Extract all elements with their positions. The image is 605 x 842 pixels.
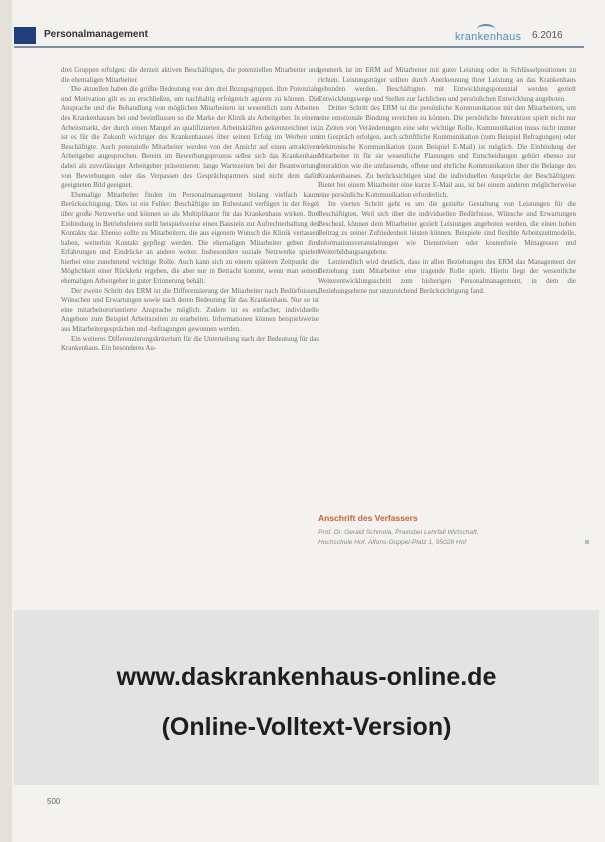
paragraph: Im vierten Schritt geht es um die gezielte Gestaltung von Leistungen für die Beschäftigten. Weil sich über die individuellen Bedürfnisse, Wünsche und Erwartungen Bescheid, können dem Mitarbeiter gezielt Leistungen angeboten werden, die einen hohen Beitrag zu seiner Zufriedenheit leisten können. Beispiele sind flexible Arbeitszeitmodelle, Informationsveranstaltungen wie Dienstreisen oder kostenfreie Mittagessen und Weiterbildungsangebote. [318, 200, 576, 257]
paragraph: Die aktuellen haben die größte Bedeutung von den drei Bezugsgruppen. Ihre Potenziale und Motivation gilt es zu erschließen, um nachhaltig erfolgreich agieren zu können. Die Ansprache und die Behandlung von möglichen Mitarbeitern ist wesentlich zum Arbeiten des Krankenhauses bei und beeinflussen so die Marke der Klinik als Arbeitgeber. In einem Arbeitsmarkt, der durch einen Mangel an qualifizierten Arbeitskräften gekennzeichnet ist, ist es für die Zukunft wichtiger des Krankenhauses über seinen Erfolg im Werben um Beschäftigte. Auch potenzielle Mitarbeiter werden von der Ansicht auf einen attraktiven Arbeitgeber angesprochen. Bereits im Bewerbungsprozess selbst sich das Krankenhaus dabei als zuverlässiger Arbeitgeber präsentieren: lange Wartezeiten bei der Beantwortung von Bewerbungen oder das Verpassen des Gesprächspartners sind nicht dem dafür geeigneten Bild geeignet. [61, 85, 319, 190]
paragraph: Ein weiteres Differenzierungskriterium für die Unterteilung nach der Bedeutung für das Krankenhaus. Ein besonderes Au- [61, 334, 319, 353]
online-banner [14, 610, 599, 785]
author-line: Prof. Dr. Gerald Schmola, Praxisbei Lehrfall Wirtschaft, [318, 529, 479, 536]
journal-logo [455, 24, 527, 44]
section-color-bar [14, 27, 36, 44]
section-title: Personalmanagement [44, 29, 148, 40]
page-number: 500 [47, 797, 61, 806]
scan-edge [0, 0, 12, 842]
paragraph: Dritter Schritt des ERM ist die persönliche Kommunikation mit den Mitarbeitern, um eine emotionale Bindung erreichen zu können. Die persönliche Interaktion spielt nicht nur in Zeiten von Veränderungen eine sehr wichtige Rolle. Kommunikation muss nicht immer im Gespräch erfolgen, auch schriftliche Kommunikation (zum Beispiel Befragungen) oder elektronische Kommunikation (zum Beispiel E-Mail) ist möglich. Die Einbindung der Mitarbeiter in für sie wesentliche Planungen und Entscheidungen gehört ebenso zur Interaktion wie die umfassende, offene und ehrliche Kommunikation über die Belange des Krankenhauses. Zu berücksichtigen sind die individuellen Ansprüche der Beschäftigten: Bietet bei einem Mitarbeiter eine kurze E-Mail aus, ist bei einem anderen möglicherweise eine persönliche Kommunikation erforderlich. [318, 104, 576, 199]
paragraph: Ehemalige Mitarbeiter finden im Personalmanagement bislang vielfach kaum Berücksichtigung. Dies ist ein Fehler: Beschäftigte im Ruhestand verfügen in der Regel über große Netzwerke und können so als Multiplikator für das Krankenhaus wirken. Ihre Einbindung in Betriebsfeiern stellt beispielsweise einen Baustein zur Aufrechterhaltung des Kontakts dar. Ebenso sollte zu Mitarbeitern, die aus eigenem Wunsch die Klinik verlassen haben, weiterhin Kontakt gepflegt werden. Die ehemaligen Mitarbeiter geben ihre Erfahrungen und Eindrücke an andere weiter. Insbesondere soziale Netzwerke spielen hierbei eine zunehmend wichtige Rolle. Auch kann sich zu einem späteren Zeitpunkt die Möglichkeit einer Rückkehr ergeben, die aber nur in Betracht kommt, wenn man seinen ehemaligen Arbeitgeber in guter Erinnerung behält. [61, 190, 319, 286]
left-column [61, 66, 319, 354]
paragraph: drei Gruppen erfolgen: die derzeit aktiven Beschäftigten, die potenziellen Mitarbeiter und die ehemaligen Mitarbeiter. [61, 66, 319, 84]
right-column [318, 66, 576, 296]
paragraph: genmerk ist im ERM auf Mitarbeiter mit guter Leistung oder in Schlüsselpositionen zu richten. Leistungsträger sollten durch Anerkennung ihrer Leistung an das Krankenhaus gebunden werden. Beschäftigten mit Entwicklungspotenzial werden gezielt Entwicklungswege und Stellen zur fachlichen und persönlichen Entwicklung angeboten. [318, 66, 576, 103]
end-mark-icon [585, 540, 589, 544]
header-rule [14, 46, 584, 48]
website-url: www.daskrankenhaus-online.de [116, 663, 497, 691]
issue-number: 6.2016 [532, 30, 563, 41]
paragraph: Letztendlich wird deutlich, dass in allen Beziehungen des ERM das Management der Beziehung zum Mitarbeiter eine tragende Rolle spielt. Hierin liegt der wesentliche Weiterentwicklungsschritt zum bisherigen Personalmanagement, in dem die Beziehungsebene nur unzureichend Berücksichtigung fand. [318, 257, 576, 295]
paragraph: Der zweite Schritt des ERM ist die Differenzierung der Mitarbeiter nach Bedürfnissen, Wünschen und Erwartungen sowie nach deren Bedeutung für das Krankenhaus. Nur so ist eine mitarbeiterorientierte Ansprache möglich. Zudem ist es einfacher, individuelle Angebote zum Beispiel Arbeitszeiten zu erarbeiten. Informationen können beispielsweise aus Mitarbeitergesprächen und -befragungen gewonnen werden. [61, 286, 319, 334]
online-version-label: (Online-Volltext-Version) [161, 713, 452, 741]
logo-text: krankenhaus [455, 31, 522, 43]
author-address: Hochschule Hof, Alfons-Goppel-Platz 1, 95028 Hof [318, 539, 467, 546]
author-heading: Anschrift des Verfassers [318, 513, 418, 523]
